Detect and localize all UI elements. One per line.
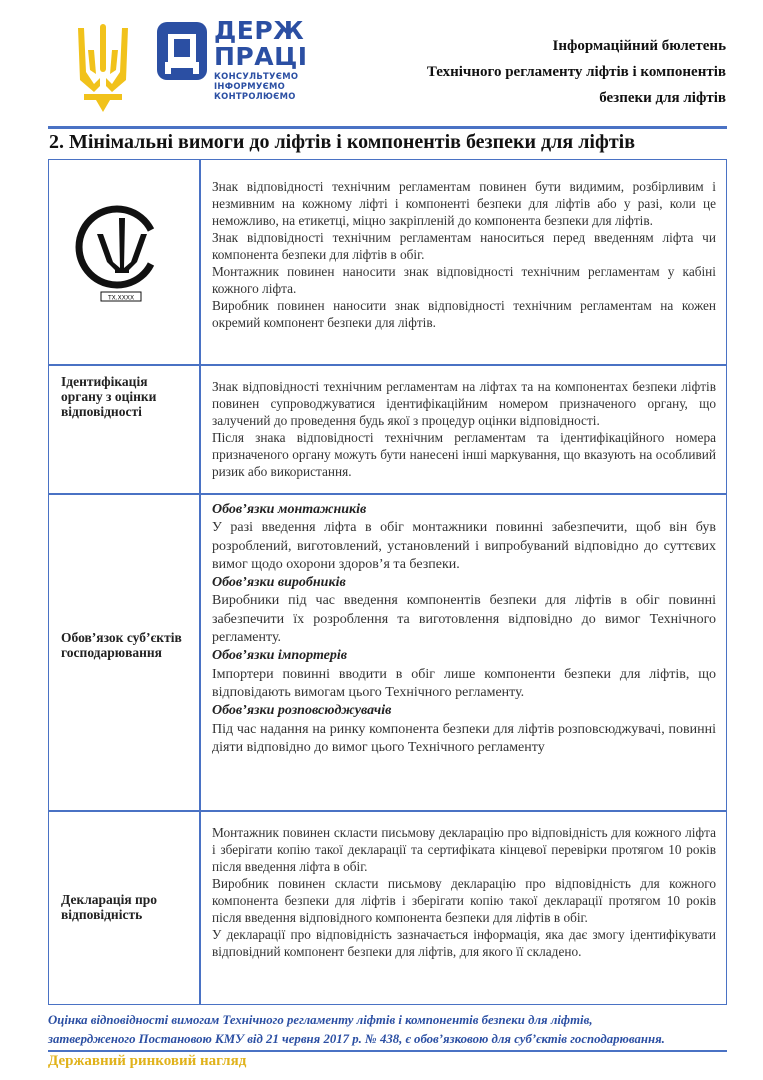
row-content — [212, 824, 716, 960]
paragraph: У декларації про відповідність зазначається інформація, яка дає змогу ідентифікувати відповідний компонент безпеки для ліфтів, для якого її складено. — [212, 927, 716, 959]
row-content — [212, 378, 716, 480]
trident-emblem-icon — [74, 20, 132, 114]
logo-tagline: ІНФОРМУЄМО — [214, 81, 286, 91]
row-divider — [49, 810, 726, 812]
conformity-mark-icon — [75, 200, 167, 304]
requirements-table — [48, 159, 727, 1005]
block-heading: Обов’язки розповсюджувачів — [212, 703, 392, 719]
paragraph: Виробник повинен скласти письмову декларацію про відповідність для кожного компонента безпеки для ліфтів і зберігати копію такої декларації протягом 10 років після введення відповідного компонента безпеки для ліфтів в обіг. — [212, 876, 716, 925]
mark-caption: ТХ.ХХХХ — [107, 294, 135, 302]
block-heading: Обов’язки монтажників — [212, 502, 367, 517]
paragraph: Виробники під час введення компонентів безпеки для ліфтів в обіг повинні забезпечити їх розроблення та виготовлення відповідно до вимог Технічного регламенту. — [212, 593, 716, 646]
block-heading: Обов’язки імпортерів — [212, 648, 348, 664]
header-divider — [48, 126, 727, 129]
footer-note: Оцінка відповідності вимогам Технічного регламенту ліфтів і компонентів безпеки для ліфтів, — [48, 1013, 593, 1027]
paragraph: Під час надання на ринку компонента безпеки для ліфтів розповсюджувачі, повинні діяти відповідно до вимог цього Технічного регламенту — [212, 721, 716, 755]
bulletin-title: Інформаційний бюлетень — [552, 38, 726, 54]
row-divider — [49, 493, 726, 495]
bulletin-title: безпеки для ліфтів — [599, 90, 726, 106]
row-label: Ідентифікація органу з оцінки відповідності — [61, 374, 157, 419]
paragraph: Імпортери повинні вводити в обіг лише компоненти безпеки для ліфтів, що відповідають вимогам цього Технічного регламенту. — [212, 666, 716, 700]
paragraph: Знак відповідності технічним регламентам повинен бути видимим, розбірливим і незмивним на кожному ліфті і компоненті безпеки для ліфтів або у разі, коли це неможливо, на етикетці, міцно закріпленій до компонента безпеки для ліфтів. — [212, 179, 716, 228]
paragraph: Після знака відповідності технічним регламентам та ідентифікаційного номера призначеного органу можуть бути нанесені інші маркування, що вказують на особливий ризик або використання. — [212, 430, 716, 479]
paragraph: Монтажник повинен наносити знак відповідності технічним регламентам у кабіні кожного ліфта. — [212, 264, 716, 296]
section-title: 2. Мінімальні вимоги до ліфтів і компонентів безпеки для ліфтів — [49, 131, 635, 153]
block-heading: Обов’язки виробників — [212, 575, 346, 591]
paragraph: У разі введення ліфта в обіг монтажники повинні забезпечити, щоб він був розроблений, виготовлений, установлений і випробуваний відповідно до суттєвих вимог щодо охорони здоров’я та безпеки. — [212, 520, 716, 572]
footer-divider — [48, 1050, 727, 1052]
logo-tagline: КОНТРОЛЮЄМО — [214, 91, 296, 101]
logo-tagline: КОНСУЛЬТУЄМО — [214, 71, 299, 81]
row-label: Обов’язок суб’єктів господарювання — [61, 630, 182, 660]
row-divider — [49, 364, 726, 366]
footer-note: затвердженого Постановою КМУ від 21 червня 2017 р. № 438, є обов’язковою для суб’єктів господарювання. — [48, 1032, 665, 1046]
row-content — [212, 501, 716, 757]
logo-title-line2: ПРАЦІ — [214, 42, 308, 71]
row-label: Декларація про відповідність — [61, 892, 158, 922]
paragraph: Виробник повинен наносити знак відповідності технічним регламентам на кожен окремий компонент безпеки для ліфтів. — [212, 298, 716, 330]
paragraph: Знак відповідності технічним регламентам на ліфтах та на компонентах безпеки ліфтів повинен супроводжуватися ідентифікаційним номером призначеного органу, що залучений до проведення будь якої з процедур оцінки відповідності. — [212, 379, 716, 428]
bulletin-title: Технічного регламенту ліфтів і компонентів — [426, 64, 726, 80]
paragraph: Монтажник повинен скласти письмову декларацію про відповідність для кожного ліфта і зберігати копію такої декларації та сертифіката кінцевої перевірки протягом 10 років після введення ліфта в обіг. — [212, 825, 716, 874]
column-divider — [199, 160, 201, 1004]
footer-subtitle: Державний ринковий нагляд — [48, 1053, 247, 1069]
row-content — [212, 178, 716, 331]
derzhpratsi-logo-icon — [157, 22, 207, 80]
paragraph: Знак відповідності технічним регламентам наноситься перед введенням ліфта чи компонента безпеки для ліфтів в обіг. — [212, 230, 716, 262]
logo-title-line1: ДЕРЖ — [214, 16, 305, 45]
